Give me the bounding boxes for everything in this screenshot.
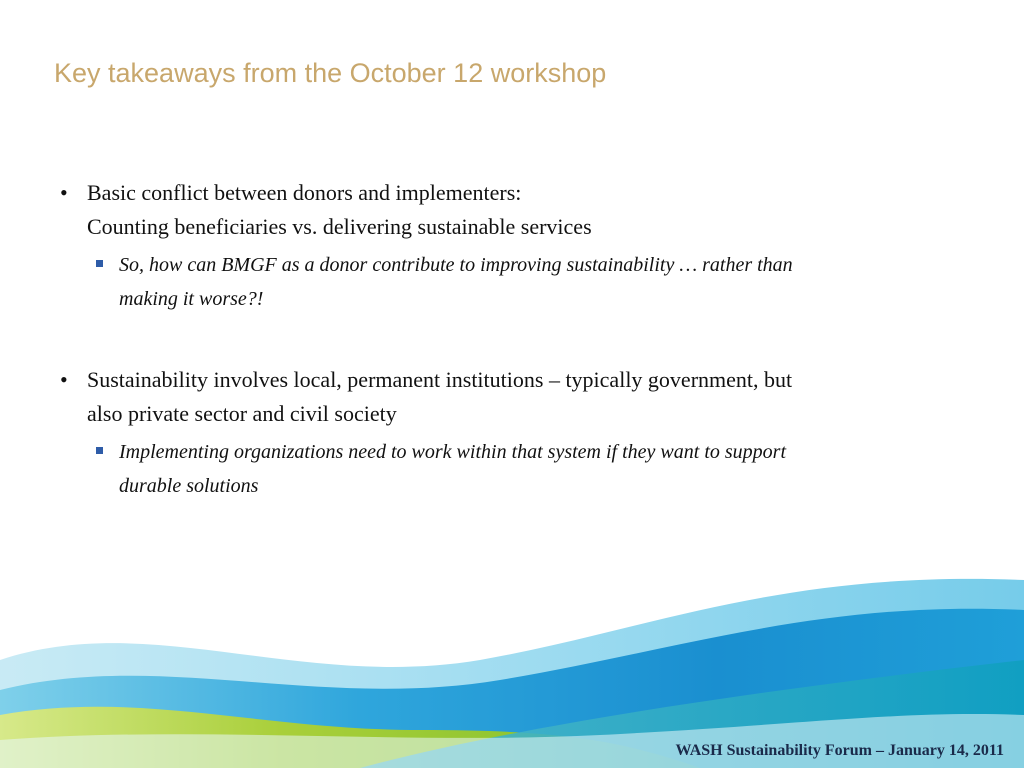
sub-bullet-text-line: So, how can BMGF as a donor contribute to improving sustainability … rather than: [119, 254, 793, 276]
sub-bullet-item: [92, 435, 980, 503]
wave-decoration: [0, 540, 1024, 768]
bullet-item: [60, 363, 980, 431]
sub-bullet-item: [92, 248, 980, 316]
bullet-list: [60, 176, 980, 503]
bullet-text-line: also private sector and civil society: [87, 401, 397, 426]
bullet-item: [60, 176, 980, 244]
sub-bullet-text-line: durable solutions: [119, 475, 259, 497]
square-bullet-icon: [96, 447, 103, 454]
bullet-text-line: Sustainability involves local, permanent institutions – typically government, but: [87, 367, 793, 392]
sub-bullet-text-line: making it worse?!: [119, 288, 264, 310]
square-bullet-icon: [96, 260, 103, 267]
slide-title: Key takeaways from the October 12 workshop: [54, 58, 607, 88]
bullet-text-line: Basic conflict between donors and implementers:: [87, 180, 522, 205]
bullet-marker: •: [60, 180, 68, 205]
bullet-text-line: Counting beneficiaries vs. delivering sustainable services: [87, 214, 592, 239]
slide-footer: WASH Sustainability Forum – January 14, 2011: [675, 742, 1004, 759]
bullet-marker: •: [60, 367, 68, 392]
sub-bullet-text-line: Implementing organizations need to work within that system if they want to support: [119, 441, 787, 463]
